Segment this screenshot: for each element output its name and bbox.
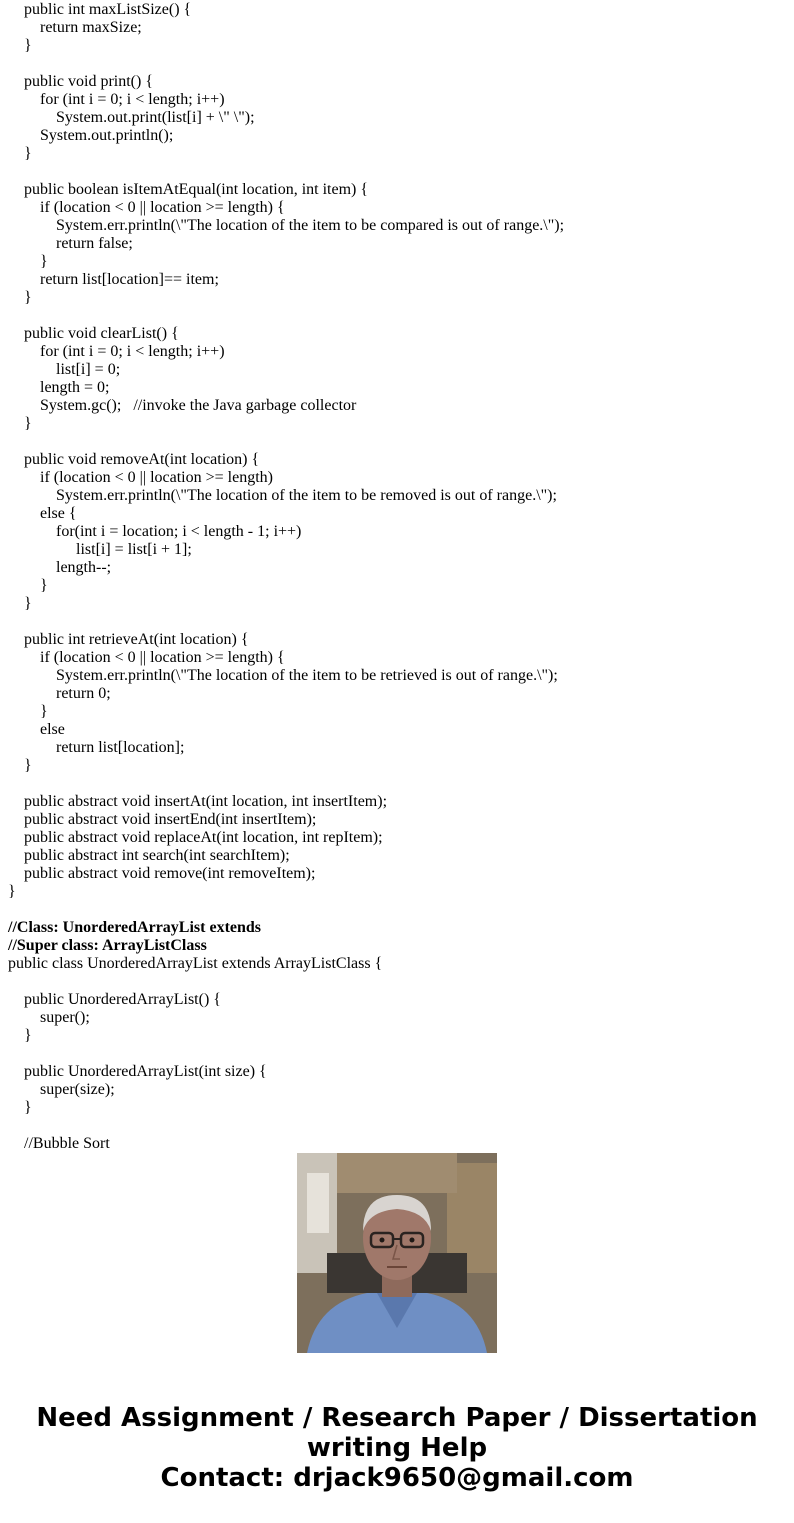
code-line: return list[location]== item; (8, 271, 219, 288)
code-line: length--; (8, 559, 112, 576)
code-line: } (8, 883, 16, 900)
code-line: public UnorderedArrayList() { (8, 991, 221, 1008)
code-line: public void print() { (8, 73, 153, 90)
code-line: } (8, 703, 48, 720)
code-line: public void removeAt(int location) { (8, 451, 260, 468)
code-blank-line (8, 901, 788, 919)
code-line: for (int i = 0; i < length; i++) (8, 343, 225, 360)
code-line: System.out.print(list[i] + \" \"); (8, 109, 255, 126)
code-line: length = 0; (8, 379, 110, 396)
code-line: } (8, 253, 48, 270)
code-line: else (8, 721, 65, 738)
code-line: } (8, 415, 32, 432)
code-line: //Class: UnorderedArrayList extends (8, 919, 262, 936)
code-line: System.err.println(\"The location of the item to be removed is out of range.\"); (8, 487, 557, 504)
code-line: //Bubble Sort (8, 1135, 110, 1152)
promo-banner (0, 1403, 794, 1493)
promo-line-2: writing Help (306, 1433, 488, 1463)
code-line: return false; (8, 235, 133, 252)
code-blank-line (8, 55, 788, 73)
code-blank-line (8, 1045, 788, 1063)
code-line: else { (8, 505, 77, 522)
code-line: for (int i = 0; i < length; i++) (8, 91, 225, 108)
code-line: } (8, 289, 32, 306)
code-line: public class UnorderedArrayList extends ArrayListClass { (8, 955, 383, 972)
code-line: } (8, 595, 32, 612)
code-line: return 0; (8, 685, 111, 702)
code-line: } (8, 37, 32, 54)
code-line: super(size); (8, 1081, 115, 1098)
code-line: } (8, 1099, 32, 1116)
code-line: return list[location]; (8, 739, 185, 756)
code-line: } (8, 145, 32, 162)
code-line: for(int i = location; i < length - 1; i++) (8, 523, 302, 540)
code-line: } (8, 1027, 32, 1044)
code-line: System.err.println(\"The location of the item to be compared is out of range.\"); (8, 217, 565, 234)
code-line: } (8, 577, 48, 594)
code-line: //Super class: ArrayListClass (8, 937, 207, 954)
code-line: super(); (8, 1009, 90, 1026)
code-line: public UnorderedArrayList(int size) { (8, 1063, 267, 1080)
code-line: public int retrieveAt(int location) { (8, 631, 249, 648)
code-line: public abstract void insertAt(int location, int insertItem); (8, 793, 388, 810)
code-line: public void clearList() { (8, 325, 179, 342)
code-line: System.err.println(\"The location of the item to be retrieved is out of range.\"); (8, 667, 558, 684)
promo-line-1: Need Assignment / Research Paper / Dissertation (36, 1403, 758, 1433)
promo-contact: Contact: drjack9650@gmail.com (160, 1463, 634, 1493)
code-line: public boolean isItemAtEqual(int location, int item) { (8, 181, 369, 198)
code-blank-line (8, 775, 788, 793)
code-line: System.gc(); //invoke the Java garbage collector (8, 397, 357, 414)
code-blank-line (8, 613, 788, 631)
code-line: if (location < 0 || location >= length) (8, 469, 273, 486)
code-line: if (location < 0 || location >= length) { (8, 649, 285, 666)
code-line: System.out.println(); (8, 127, 174, 144)
code-line: list[i] = 0; (8, 361, 121, 378)
code-line: if (location < 0 || location >= length) { (8, 199, 285, 216)
code-line: list[i] = list[i + 1]; (8, 541, 192, 558)
code-blank-line (8, 433, 788, 451)
code-line: public abstract void remove(int removeItem); (8, 865, 316, 882)
code-blank-line (8, 973, 788, 991)
person-portrait-icon (297, 1153, 497, 1353)
code-blank-line (8, 163, 788, 181)
code-blank-line (8, 307, 788, 325)
code-line: } (8, 757, 32, 774)
code-line: public abstract void insertEnd(int insertItem); (8, 811, 317, 828)
code-line: return maxSize; (8, 19, 142, 36)
code-line: public abstract int search(int searchItem); (8, 847, 290, 864)
code-line: public int maxListSize() { (8, 1, 192, 18)
code-line: public abstract void replaceAt(int location, int repItem); (8, 829, 383, 846)
code-blank-line (8, 1117, 788, 1135)
code-listing (8, 0, 788, 1152)
author-photo (297, 1153, 497, 1353)
